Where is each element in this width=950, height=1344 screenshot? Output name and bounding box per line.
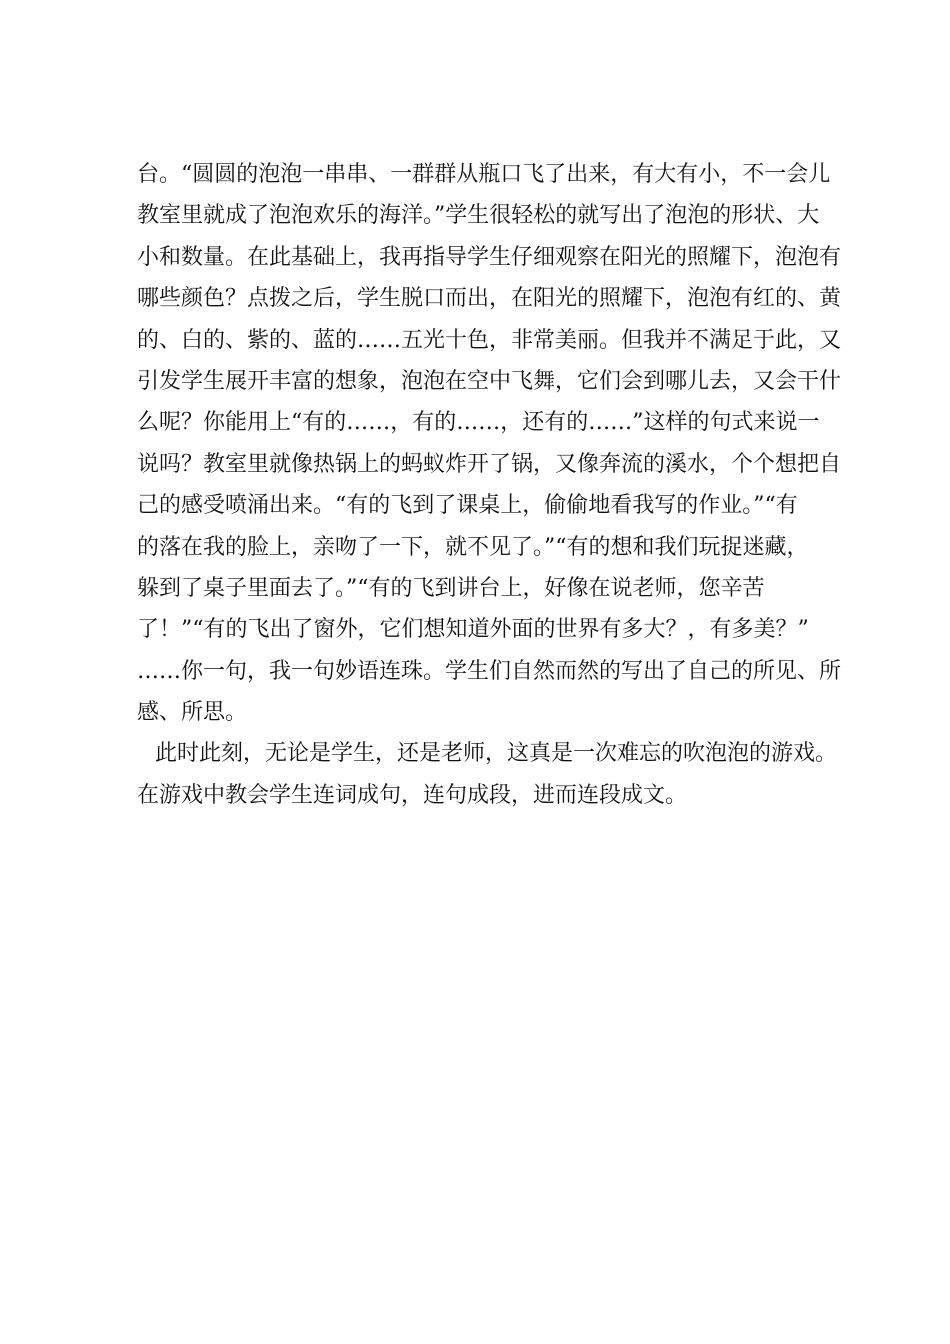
paragraph-line: 台。“圆圆的泡泡一串串、一群群从瓶口飞了出来，有大有小，不一会儿 <box>137 162 831 187</box>
paragraph-line: 躲到了桌子里面去了。”“有的飞到讲台上，好像在说老师，您辛苦 <box>137 575 765 601</box>
paragraph-line: 说吗？教室里就像热锅上的蚂蚁炸开了锅，又像奔流的溪水，个个想把自 <box>137 451 842 477</box>
paragraph-line: ……你一句，我一句妙语连珠。学生们自然而然的写出了自己的所见、所 <box>137 658 842 684</box>
paragraph-1 <box>137 154 857 733</box>
paragraph-line: 么呢？你能用上“有的……，有的……，还有的……”这样的句式来说一 <box>137 410 820 436</box>
paragraph-line: 在游戏中教会学生连词成句，连句成段，进而连段成文。 <box>137 782 688 808</box>
paragraph-line: 了！”“有的飞出了窗外，它们想知道外面的世界有多大？，有多美？” <box>137 617 809 643</box>
paragraph-line: 哪些颜色？点拨之后，学生脱口而出，在阳光的照耀下，泡泡有红的、黄 <box>137 286 842 312</box>
paragraph-line: 己的感受喷涌出来。“有的飞到了课桌上，偷偷地看我写的作业。”“有 <box>137 493 798 519</box>
paragraph-line: 的落在我的脸上，亲吻了一下，就不见了。”“有的想和我们玩捉迷藏， <box>137 534 809 560</box>
paragraph-line: 小和数量。在此基础上，我再指导学生仔细观察在阳光的照耀下，泡泡有 <box>137 244 842 270</box>
document-body <box>137 154 857 816</box>
paragraph-line: 此时此刻，无论是学生，还是老师，这真是一次难忘的吹泡泡的游戏。 <box>155 741 838 767</box>
paragraph-2 <box>137 733 857 816</box>
paragraph-line: 感、所思。 <box>137 700 248 726</box>
paragraph-line: 引发学生展开丰富的想象，泡泡在空中飞舞，它们会到哪儿去，又会干什 <box>137 368 842 394</box>
paragraph-line: 的、白的、紫的、蓝的……五光十色，非常美丽。但我并不满足于此，又 <box>137 327 842 353</box>
paragraph-line: 教室里就成了泡泡欢乐的海洋。”学生很轻松的就写出了泡泡的形状、大 <box>137 203 820 229</box>
